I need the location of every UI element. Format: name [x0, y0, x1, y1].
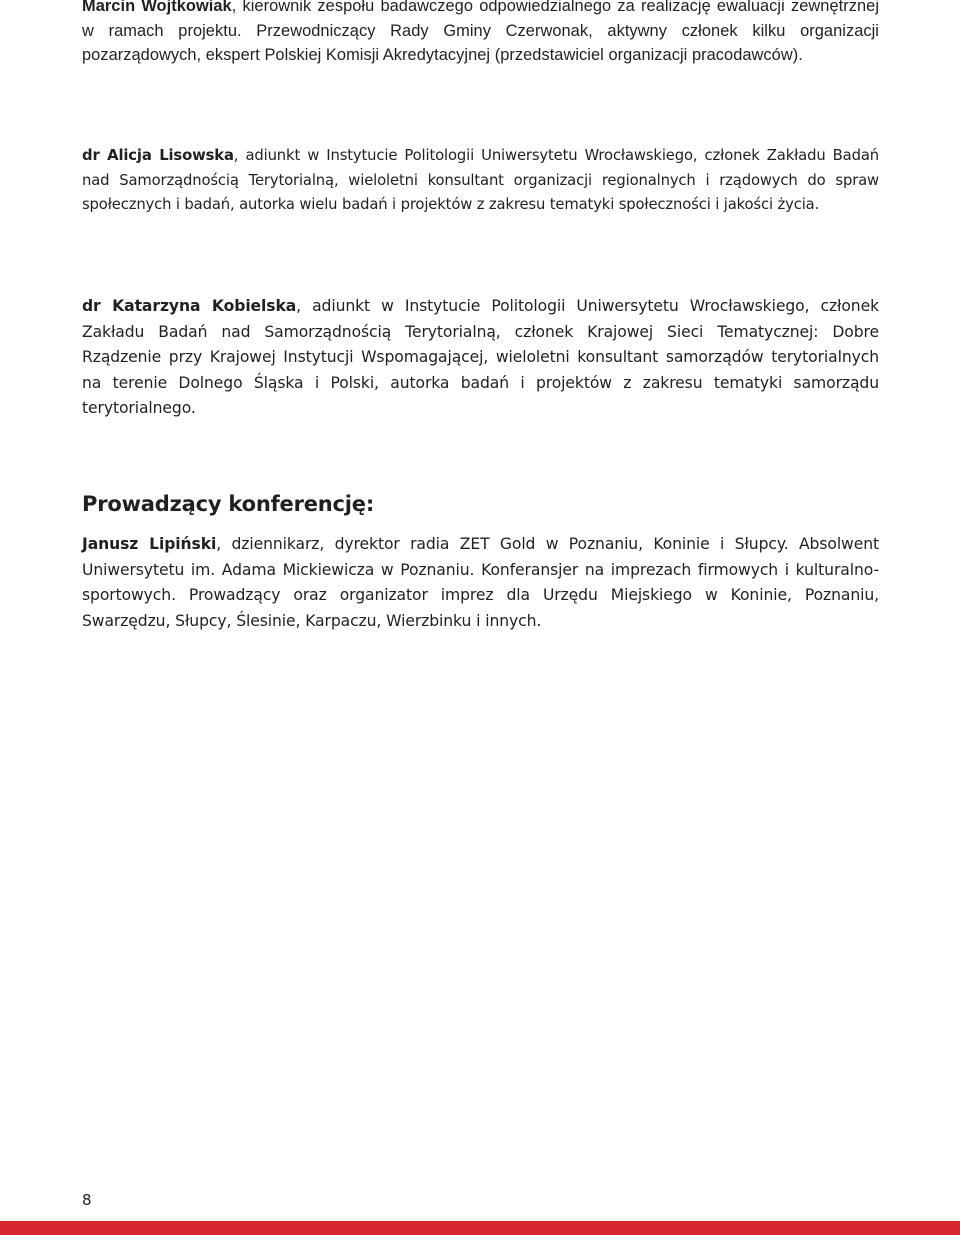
- person-name: dr Katarzyna Kobielska: [82, 297, 297, 315]
- bio-paragraph-wojtkowiak: [82, 0, 879, 68]
- person-name: Janusz Lipiński: [82, 535, 217, 553]
- bio-text: , dziennikarz, dyrektor radia ZET Gold w Poznaniu, Koninie i Słupcy. Absolwent Uniwersytetu im. Adama Mickiewicza w Poznaniu. Konferansjer na imprezach firmowych i kulturalno-sportowych. Prowadzący oraz organizator imprez dla Urzędu Miejskiego w Koninie, Poznaniu, Swarzędzu, Słupcy, Ślesinie, Karpaczu, Wierzbinku i innych.: [82, 535, 879, 630]
- page-number: 8: [82, 1191, 92, 1209]
- footer-accent-bar: [0, 1221, 960, 1235]
- person-name: Marcin Wojtkowiak: [82, 0, 232, 15]
- bio-text: , adiunkt w Instytucie Politologii Uniwersytetu Wrocławskiego, członek Zakładu Badań nad Samorządnością Terytorialną, wieloletni konsultant organizacji regionalnych i rządowych do spraw społecznych i badań, autorka wielu badań i projektów z zakresu tematyki społeczności i jakości życia.: [82, 147, 879, 213]
- section-heading: Prowadzący konferencję:: [82, 492, 375, 516]
- bio-paragraph-lisowska: [82, 144, 879, 218]
- bio-paragraph-lipinski: [82, 532, 879, 634]
- person-name: dr Alicja Lisowska: [82, 147, 234, 164]
- bio-text: , adiunkt w Instytucie Politologii Uniwersytetu Wrocławskiego, członek Zakładu Badań nad Samorządnością Terytorialną, członek Krajowej Sieci Tematycznej: Dobre Rządzenie przy Krajowej Instytucji Wspomagającej, wieloletni konsultant samorządów terytorialnych na terenie Dolnego Śląska i Polski, autorka badań i projektów z zakresu tematyki samorządu terytorialnego.: [82, 297, 880, 417]
- bio-paragraph-kobielska: [82, 294, 879, 422]
- bio-text: , kierownik zespołu badawczego odpowiedzialnego za realizację ewaluacji zewnętrznej w ramach projektu. Przewodniczący Rady Gminy Czerwonak, aktywny członek kilku organizacji pozarządowych, ekspert Polskiej Komisji Akredytacyjnej (przedstawiciel organizacji pracodawców).: [82, 0, 880, 64]
